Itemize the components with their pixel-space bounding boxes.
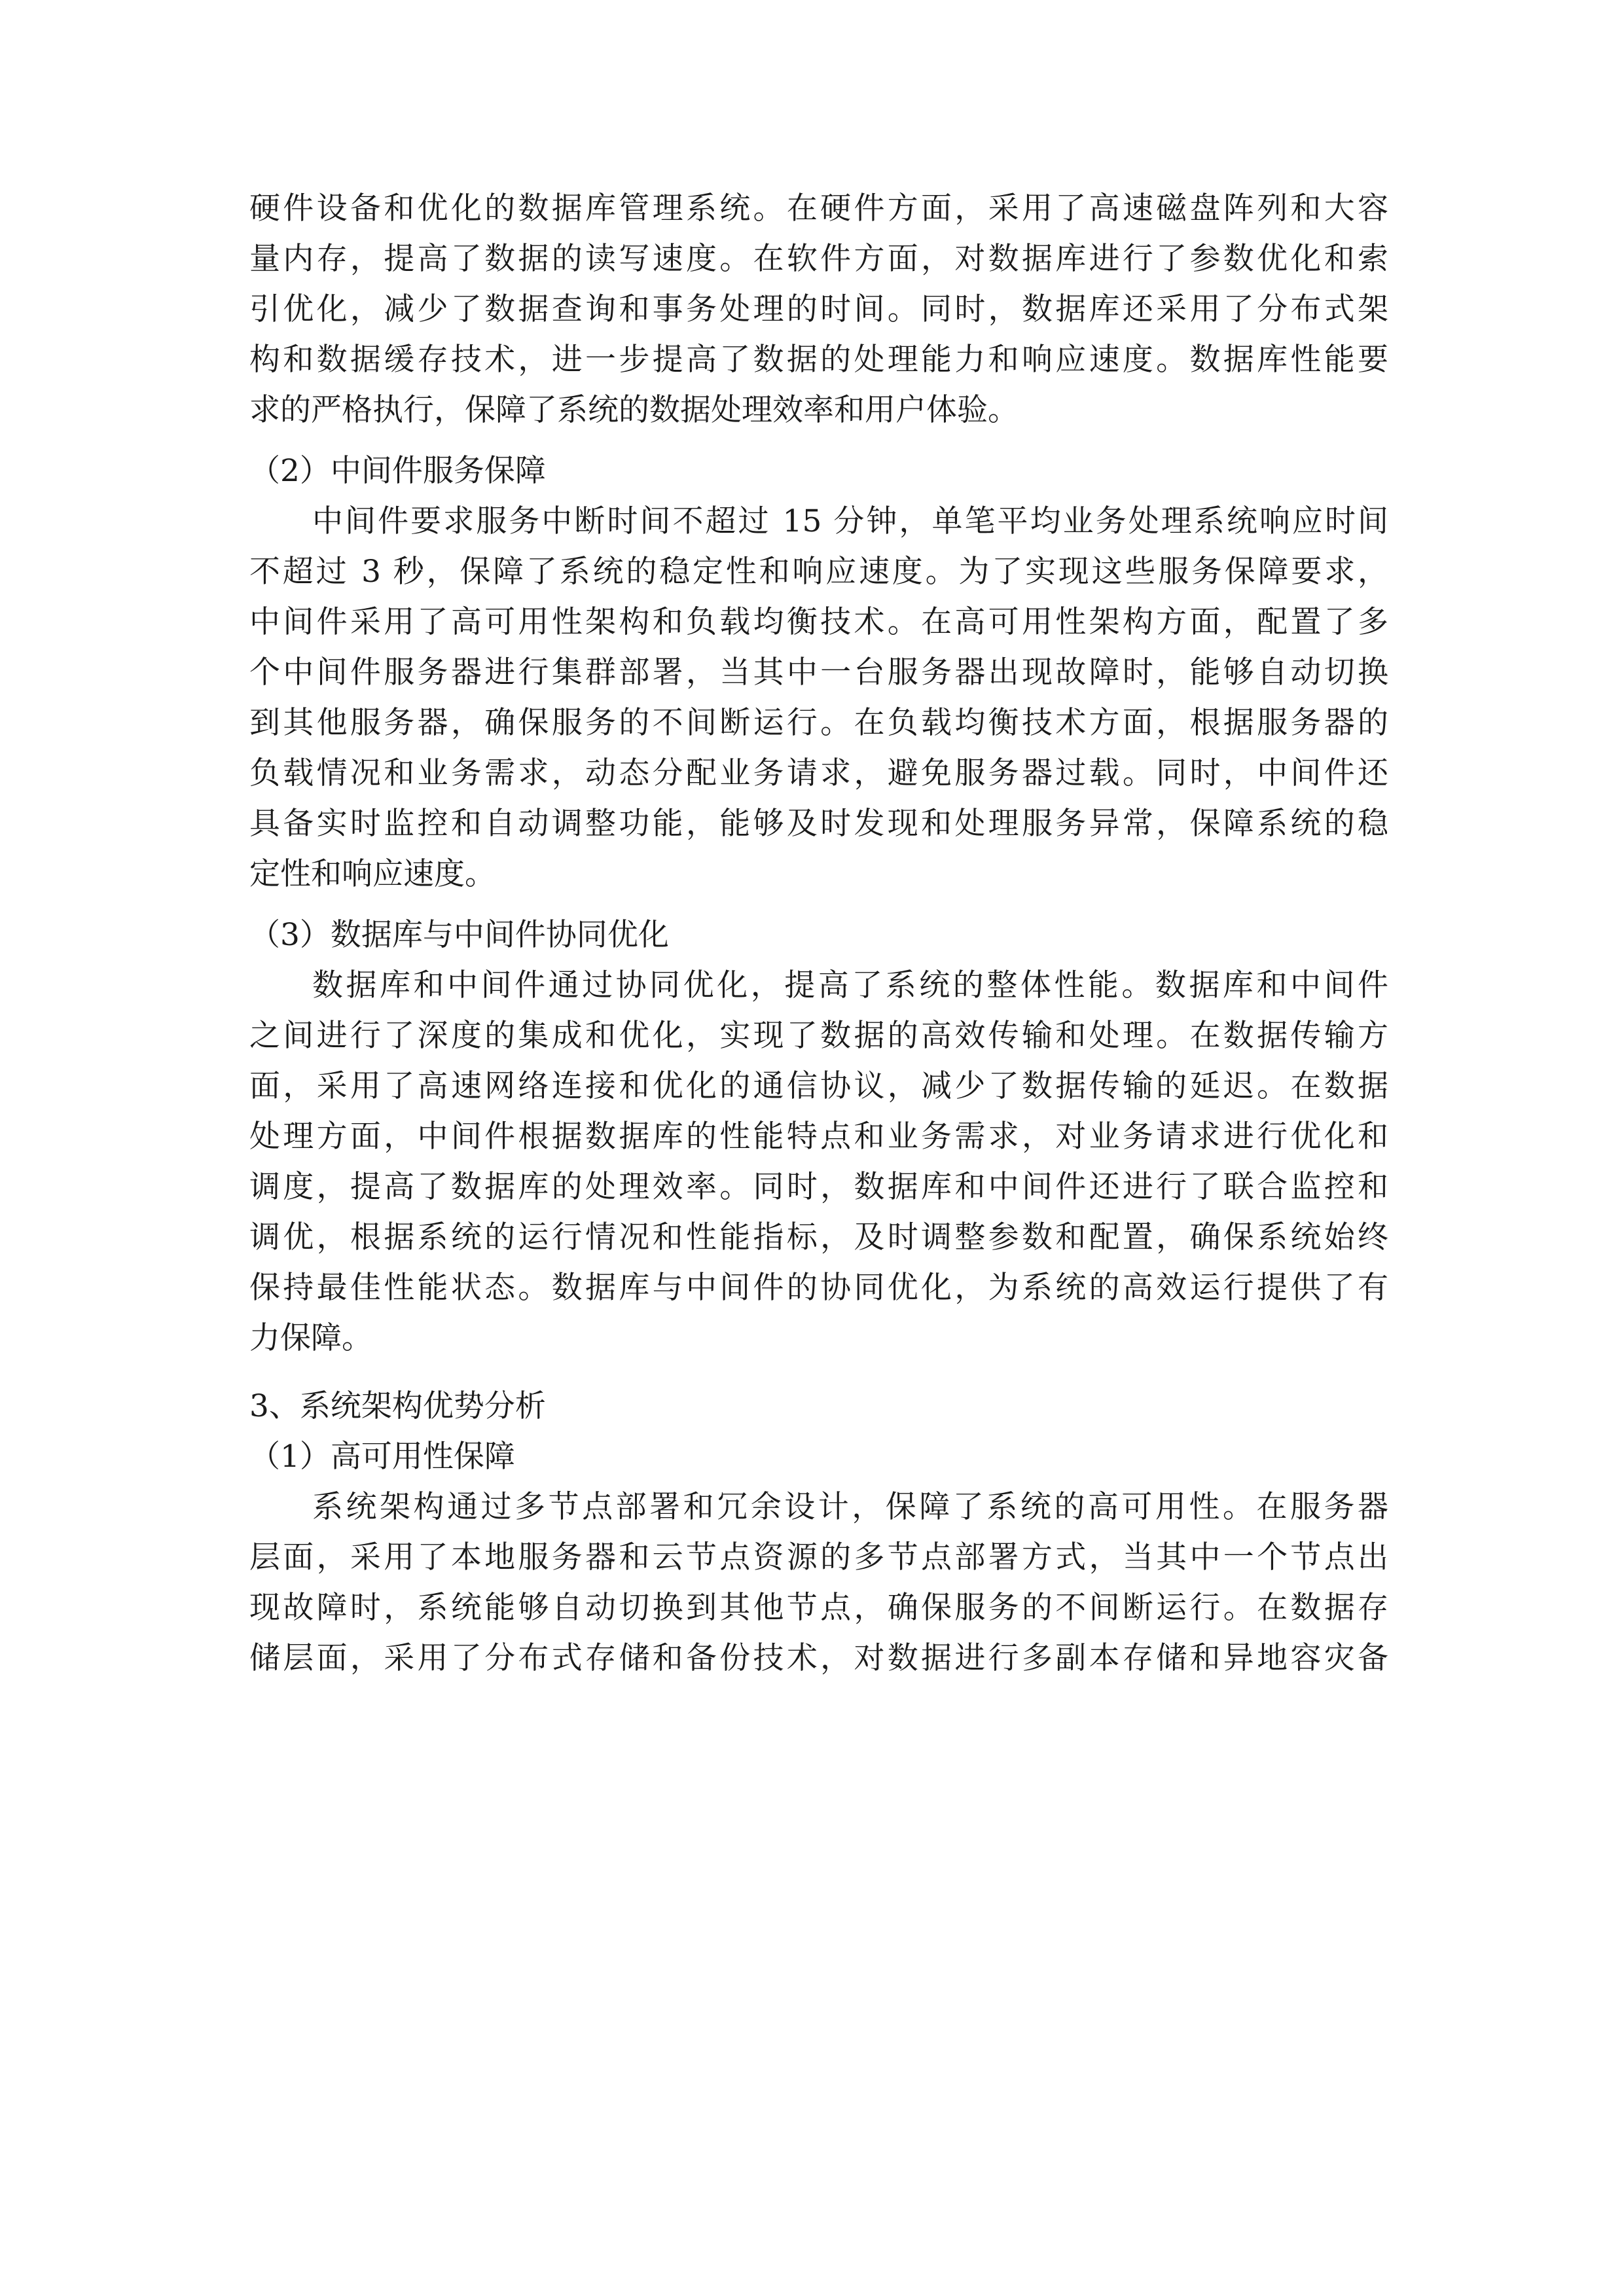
section-title-architecture-advantages: 3、系统架构优势分析 (249, 1388, 546, 1424)
text-line: 调优，根据系统的运行情况和性能指标，及时调整参数和配置，确保系统始终 (249, 1219, 1388, 1255)
text-line: 储层面，采用了分布式存储和备份技术，对数据进行多副本存储和异地容灾备 (249, 1640, 1388, 1676)
text-line: 不超过 3 秒，保障了系统的稳定性和响应速度。为了实现这些服务保障要求， (249, 554, 1388, 590)
text-line: 定性和响应速度。 (249, 856, 496, 892)
paragraph-collaborative-optimization (249, 960, 1388, 1363)
text-line: 调度，提高了数据库的处理效率。同时，数据库和中间件还进行了联合监控和 (249, 1169, 1388, 1205)
document-body (249, 183, 1388, 1683)
text-line: 具备实时监控和自动调整功能，能够及时发现和处理服务异常，保障系统的稳 (249, 806, 1388, 842)
text-line: 面，采用了高速网络连接和优化的通信协议，减少了数据传输的延迟。在数据 (249, 1068, 1388, 1104)
subheading-middleware-service: （2）中间件服务保障 (249, 453, 546, 489)
text-line: 硬件设备和优化的数据库管理系统。在硬件方面，采用了高速磁盘阵列和大容 (249, 190, 1388, 226)
text-line: 个中间件服务器进行集群部署，当其中一台服务器出现故障时，能够自动切换 (249, 655, 1388, 691)
text-line: 量内存，提高了数据的读写速度。在软件方面，对数据库进行了参数优化和索 (249, 241, 1388, 277)
text-line: 处理方面，中间件根据数据库的性能特点和业务需求，对业务请求进行优化和 (249, 1119, 1388, 1155)
text-line: 引优化，减少了数据查询和事务处理的时间。同时，数据库还采用了分布式架 (249, 291, 1388, 327)
text-line: 数据库和中间件通过协同优化，提高了系统的整体性能。数据库和中间件 (312, 967, 1388, 1003)
text-line: 负载情况和业务需求，动态分配业务请求，避免服务器过载。同时，中间件还 (249, 755, 1388, 791)
text-line: 中间件采用了高可用性架构和负载均衡技术。在高可用性架构方面，配置了多 (249, 604, 1388, 640)
text-line: 现故障时，系统能够自动切换到其他节点，确保服务的不间断运行。在数据存 (249, 1590, 1388, 1626)
text-line: 到其他服务器，确保服务的不间断运行。在负载均衡技术方面，根据服务器的 (249, 705, 1388, 741)
text-line: 保持最佳性能状态。数据库与中间件的协同优化，为系统的高效运行提供了有 (249, 1270, 1388, 1306)
text-line: 中间件要求服务中断时间不超过 15 分钟，单笔平均业务处理系统响应时间 (312, 503, 1388, 539)
paragraph-middleware-service (249, 496, 1388, 899)
text-line: 系统架构通过多节点部署和冗余设计，保障了系统的高可用性。在服务器 (312, 1489, 1388, 1525)
paragraph-high-availability (249, 1482, 1388, 1683)
text-line: 求的严格执行，保障了系统的数据处理效率和用户体验。 (249, 392, 1019, 428)
text-line: 力保障。 (249, 1320, 372, 1356)
text-line: 之间进行了深度的集成和优化，实现了数据的高效传输和处理。在数据传输方 (249, 1018, 1388, 1054)
text-line: 构和数据缓存技术，进一步提高了数据的处理能力和响应速度。数据库性能要 (249, 342, 1388, 378)
text-line: 层面，采用了本地服务器和云节点资源的多节点部署方式，当其中一个节点出 (249, 1539, 1388, 1575)
subheading-high-availability: （1）高可用性保障 (249, 1439, 515, 1475)
subheading-collaborative-optimization: （3）数据库与中间件协同优化 (249, 917, 669, 953)
paragraph-database-performance (249, 183, 1388, 435)
